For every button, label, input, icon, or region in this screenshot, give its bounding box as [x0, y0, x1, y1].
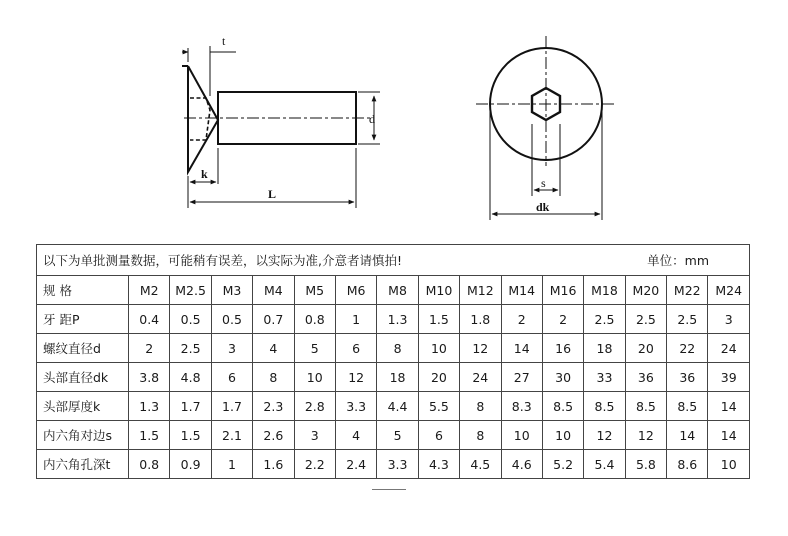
table-cell: 1.5	[129, 421, 170, 450]
side-view-dimensions	[182, 46, 380, 208]
table-cell: 2.1	[211, 421, 252, 450]
table-cell: 3	[708, 305, 750, 334]
table-cell: 6	[335, 334, 376, 363]
table-cell: 2.8	[294, 392, 335, 421]
table-cell: 16	[542, 334, 583, 363]
table-row	[37, 305, 750, 334]
top-view	[476, 36, 616, 166]
table-cell: 12	[460, 334, 501, 363]
header-size: M8	[377, 276, 418, 305]
table-cell: 1.7	[170, 392, 211, 421]
table-cell: 0.7	[253, 305, 294, 334]
table-note-cell	[37, 245, 750, 276]
table-cell: 8	[460, 421, 501, 450]
table-cell: 3.3	[377, 450, 418, 479]
table-row	[37, 450, 750, 479]
table-cell: 10	[708, 450, 750, 479]
table-cell: 22	[667, 334, 708, 363]
header-size: M5	[294, 276, 335, 305]
table-header-row	[37, 276, 750, 305]
table-cell: 1	[335, 305, 376, 334]
unit-label: 单位：mm	[647, 253, 709, 268]
table-cell: 1.3	[377, 305, 418, 334]
spec-table	[36, 244, 750, 479]
table-cell: 2.5	[584, 305, 625, 334]
table-cell: 8.5	[625, 392, 666, 421]
table-cell: 10	[294, 363, 335, 392]
table-cell: 5.5	[418, 392, 459, 421]
table-row	[37, 363, 750, 392]
hex-socket-outline	[190, 98, 210, 140]
table-cell: 5.8	[625, 450, 666, 479]
table-cell: 1.3	[129, 392, 170, 421]
table-cell: 8.5	[667, 392, 708, 421]
measurement-note: 以下为单批测量数据，可能稍有误差，以实际为准,介意者请慎拍!	[43, 253, 402, 268]
table-cell: 1	[211, 450, 252, 479]
row-label: 头部直径dk	[37, 363, 129, 392]
table-cell: 5.2	[542, 450, 583, 479]
table-cell: 8.6	[667, 450, 708, 479]
table-cell: 8.5	[584, 392, 625, 421]
table-cell: 8.3	[501, 392, 542, 421]
row-label: 内六角对边s	[37, 421, 129, 450]
table-cell: 0.5	[211, 305, 252, 334]
table-cell: 12	[584, 421, 625, 450]
table-cell: 2.6	[253, 421, 294, 450]
table-cell: 2.2	[294, 450, 335, 479]
header-size: M18	[584, 276, 625, 305]
table-cell: 0.4	[129, 305, 170, 334]
table-cell: 5	[294, 334, 335, 363]
table-cell: 4	[253, 334, 294, 363]
table-cell: 4.4	[377, 392, 418, 421]
table-cell: 14	[708, 392, 750, 421]
table-cell: 8	[377, 334, 418, 363]
table-cell: 2.3	[253, 392, 294, 421]
label-k: k	[201, 167, 208, 181]
table-cell: 1.5	[170, 421, 211, 450]
table-cell: 36	[625, 363, 666, 392]
table-cell: 18	[584, 334, 625, 363]
table-row	[37, 392, 750, 421]
table-cell: 2	[501, 305, 542, 334]
table-cell: 4.5	[460, 450, 501, 479]
row-label: 牙 距P	[37, 305, 129, 334]
header-size: M3	[211, 276, 252, 305]
table-cell: 2.5	[625, 305, 666, 334]
table-body	[37, 305, 750, 479]
table-cell: 4	[335, 421, 376, 450]
table-cell: 4.6	[501, 450, 542, 479]
header-size: M22	[667, 276, 708, 305]
table-row	[37, 334, 750, 363]
label-t: t	[222, 34, 226, 48]
table-cell: 0.8	[129, 450, 170, 479]
screw-head-outline	[188, 66, 218, 172]
header-size: M10	[418, 276, 459, 305]
table-cell: 10	[501, 421, 542, 450]
table-cell: 8	[460, 392, 501, 421]
table-cell: 0.8	[294, 305, 335, 334]
table-cell: 39	[708, 363, 750, 392]
table-cell: 12	[335, 363, 376, 392]
table-cell: 0.9	[170, 450, 211, 479]
table-cell: 2.5	[170, 334, 211, 363]
table-cell: 20	[418, 363, 459, 392]
screw-technical-drawing	[0, 0, 788, 240]
table-cell: 5	[377, 421, 418, 450]
header-label: 规 格	[37, 276, 129, 305]
table-note-row	[37, 245, 750, 276]
table-cell: 1.5	[418, 305, 459, 334]
table-cell: 24	[708, 334, 750, 363]
table-cell: 27	[501, 363, 542, 392]
table-cell: 8	[253, 363, 294, 392]
table-cell: 6	[418, 421, 459, 450]
table-cell: 3.3	[335, 392, 376, 421]
table-cell: 2	[542, 305, 583, 334]
table-cell: 3	[211, 334, 252, 363]
bottom-divider	[372, 489, 406, 490]
table-cell: 1.6	[253, 450, 294, 479]
table-cell: 2	[129, 334, 170, 363]
table-cell: 3	[294, 421, 335, 450]
table-cell: 4.3	[418, 450, 459, 479]
table-cell: 6	[211, 363, 252, 392]
table-cell: 10	[542, 421, 583, 450]
header-size: M4	[253, 276, 294, 305]
table-cell: 1.7	[211, 392, 252, 421]
row-label: 螺纹直径d	[37, 334, 129, 363]
table-cell: 14	[708, 421, 750, 450]
label-s: s	[541, 176, 546, 190]
table-cell: 18	[377, 363, 418, 392]
header-size: M24	[708, 276, 750, 305]
table-cell: 30	[542, 363, 583, 392]
table-cell: 4.8	[170, 363, 211, 392]
table-cell: 33	[584, 363, 625, 392]
table-row	[37, 421, 750, 450]
table-cell: 3.8	[129, 363, 170, 392]
table-cell: 5.4	[584, 450, 625, 479]
table-cell: 24	[460, 363, 501, 392]
label-L: L	[268, 187, 277, 201]
row-label: 内六角孔深t	[37, 450, 129, 479]
table-cell: 12	[625, 421, 666, 450]
table-cell: 36	[667, 363, 708, 392]
table-cell: 1.8	[460, 305, 501, 334]
table-cell: 14	[667, 421, 708, 450]
header-size: M16	[542, 276, 583, 305]
header-size: M20	[625, 276, 666, 305]
table-cell: 2.4	[335, 450, 376, 479]
table-cell: 10	[418, 334, 459, 363]
header-size: M14	[501, 276, 542, 305]
table-cell: 2.5	[667, 305, 708, 334]
header-size: M2.5	[170, 276, 211, 305]
row-label: 头部厚度k	[37, 392, 129, 421]
header-size: M2	[129, 276, 170, 305]
header-size: M6	[335, 276, 376, 305]
table-cell: 20	[625, 334, 666, 363]
table-cell: 0.5	[170, 305, 211, 334]
table-cell: 8.5	[542, 392, 583, 421]
label-dk: dk	[536, 200, 550, 214]
table-cell: 14	[501, 334, 542, 363]
label-d: d	[369, 112, 375, 126]
header-size: M12	[460, 276, 501, 305]
